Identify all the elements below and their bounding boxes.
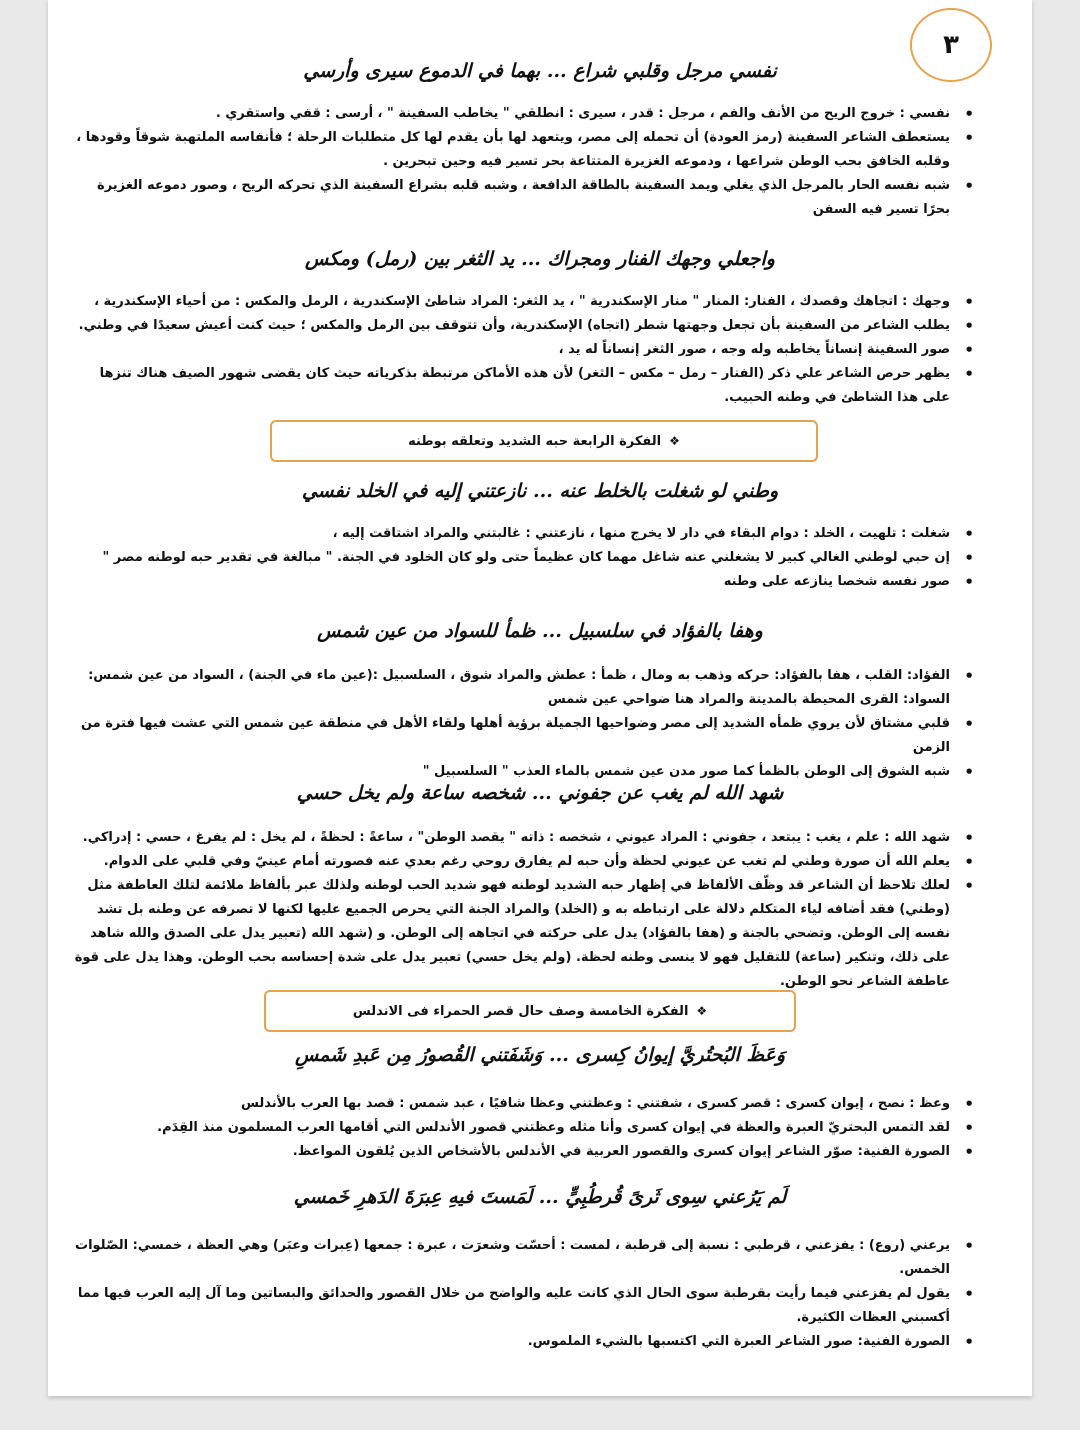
bullet-list-2 bbox=[70, 290, 950, 410]
verse-1: نفسي مرجل وقلبي شراع ... بهما في الدموع سيرى وأرسي bbox=[303, 60, 777, 82]
verse-6: وَعَظَ البُحتُريَّ إيوانُ كِسرى ... وَشَفَتني القُصورُ مِن عَبدِ شَمسِ bbox=[294, 1044, 785, 1066]
verse-7: لَم يَرُعني سِوى ثَرىً قُرطُبِيٍّ ... لَمَستَ فيهِ عِبرَةَ الدَهرِ خَمسي bbox=[293, 1186, 787, 1208]
idea-label: الفكرة الرابعة حبه الشديد وتعلقه بوطنه bbox=[408, 433, 662, 449]
list-item: • نفسي : خروج الريح من الأنف والفم ، مرجل : قدر ، سيرى : انطلقي " يخاطب السفينة " ، أرسى : قفي واستقري . bbox=[70, 102, 950, 126]
list-item: • الصورة الفنية: صوّر الشاعر إيوان كسرى والقصور العربية في الأندلس بالأشخاص الذين يُلقون المواعظ. bbox=[70, 1140, 950, 1164]
list-item: • شهد الله : علم ، يغب : يبتعد ، جفوني : المراد عيوني ، شخصه : ذاته " يقصد الوطن" ، ساعةً : لحظةً ، لم يخل : لم يفرغ ، حسي : إدراكي. bbox=[70, 826, 950, 850]
idea-box-4 bbox=[270, 420, 818, 462]
list-item: • الفؤاد: القلب ، هفا بالفؤاد: حركه وذهب به ومال ، ظمأ : عطش والمراد شوق ، السلسبيل :(عين ماء في الجنة) ، السواد من عين شمس: السواد: القرى المحيطة بالمدينة والمراد هنا ضواحي عين شمس bbox=[70, 664, 950, 712]
verse-3: وطني لو شغلت بالخلط عنه ... نازعتني إليه في الخلد نفسي bbox=[301, 480, 779, 502]
bullet-list-3 bbox=[70, 522, 950, 594]
list-item: • يرعني (روع) : يفزعني ، قرطبي : نسبة إلى قرطبة ، لمست : أحسّت وشعرَت ، عبرة : جمعها (عِبرات وعبَر) وهي العظة ، خمسي: الصّلوات الخمس. bbox=[70, 1234, 950, 1282]
list-item: • يعلم الله أن صورة وطني لم تغب عن عيوني لحظة وأن حبه لم يفارق روحي رغم بعدي عنه فصورته أمام عينيّ وفي قلبي على الدوام. bbox=[70, 850, 950, 874]
diamond-bullet-icon: ❖ bbox=[696, 1004, 708, 1018]
list-item: • يستعطف الشاعر السفينة (رمز العودة) أن تحمله إلى مصر، ويتعهد لها بأن يقدم لها كل متطلبات الرحلة ؛ فأنفاسه الملتهبة شوقاً وقودها ، وقلبه الخافق بحب الوطن شراعها ، ودموعه الغزيرة المتتاعة بحر تسير فيه وحين تبحرين . bbox=[70, 126, 950, 174]
bullet-list-6 bbox=[70, 1092, 950, 1164]
diamond-bullet-icon: ❖ bbox=[669, 434, 680, 448]
verse-2: واجعلي وجهك الفنار ومجراك ... يد الثغر بين (رمل) ومكس bbox=[305, 248, 775, 270]
list-item: • يطلب الشاعر من السفينة بأن تجعل وجهتها شطر (اتجاه) الإسكندرية، وأن تتوقف بين الرمل والمكس ؛ حيث كنت أعيش سعيدًا في وطني. bbox=[70, 314, 950, 338]
list-item: • لعلك تلاحظ أن الشاعر قد وظّف الألفاظ في إظهار حبه الشديد لوطنه فهو شديد الحب لوطنه ولذلك عبر بألفاظ ملائمة لتلك العاطفة مثل (وطني) فقد أضافه لياء المتكلم دلالة على ارتباطه به و (الخلد) والمراد الجنة التي يحرص الجميع عليها لكنها لا تصرفه عن وطنه بل تشد نفسه إلى الوطن. وتضحي بالجنة و (هفا بالفؤاد) يدل على حركته في اتجاهه إلى الوطن. و (شهد الله (تعبير يدل على الصدق والله شاهد على ذلك، وتنكير (ساعة) للتقليل فهو لا ينسى وطنه لحظة. (ولم يخل حسي) تعبير يدل على شدة إحساسه بحب الوطن. وهذا يدل على قوة عاطفة الشاعر نحو الوطن. bbox=[70, 874, 950, 994]
list-item: • وعظ : نصح ، إيوان كسرى : قصر كسرى ، شفتني : وعظتني وعظا شافيًا ، عبد شمس : قصد بها العرب بالأندلس bbox=[70, 1092, 950, 1116]
list-item: • شغلت : تلهيت ، الخلد : دوام البقاء في دار لا يخرج منها ، نازعتني : غالبتني والمراد اشتاقت إليه ، bbox=[70, 522, 950, 546]
list-item: • الصورة الفنية: صور الشاعر العبرة التي اكتسبها بالشيء الملموس. bbox=[70, 1330, 950, 1354]
idea-label: الفكرة الخامسة وصف حال قصر الحمراء فى الاندلس bbox=[352, 1003, 689, 1019]
bullet-list-7 bbox=[70, 1234, 950, 1354]
list-item: • صور السفينة إنساناً يخاطبه وله وجه ، صور الثغر إنساناً له يد ، bbox=[70, 338, 950, 362]
bullet-list-1 bbox=[70, 102, 950, 222]
page-number: ٣ bbox=[943, 30, 959, 60]
bullet-list-4 bbox=[70, 664, 950, 784]
list-item: • شبه الشوق إلى الوطن بالظمأ كما صور مدن عين شمس بالماء العذب " السلسبيل " bbox=[70, 760, 950, 784]
verse-5: شهد الله لم يغب عن جفوني ... شخصه ساعة ولم يخل حسي bbox=[296, 782, 784, 804]
list-item: • يقول لم يفزعني فيما رأيت بقرطبة سوى الحال الذي كانت عليه والواضح من خلال القصور والحدائق والبساتين وما آل إليه العرب فيها مما أكسبني العظات الكثيرة. bbox=[70, 1282, 950, 1330]
list-item: • لقد التمس البحتريّ العبرة والعظة في إيوان كسرى وأنا مثله وعظتني قصور الأندلس التي أقامها العرب المسلمون منذ القِدَم. bbox=[70, 1116, 950, 1140]
bullet-list-5 bbox=[70, 826, 950, 994]
list-item: • صور نفسه شخصا ينازعه على وطنه bbox=[70, 570, 950, 594]
list-item: • وجهك : اتجاهك وقصدك ، الفنار: المنار " منار الإسكندرية " ، يد الثغر: المراد شاطئ الإسكندرية ، الرمل والمكس : من أحياء الإسكندرية ، bbox=[70, 290, 950, 314]
list-item: • يظهر حرص الشاعر علي ذكر (الفنار – رمل – مكس – الثغر) لأن هذه الأماكن مرتبطة بذكرياته حيث كان يقضى شهور الصيف هناك تنزها على هذا الشاطئ في وطنه الحبيب. bbox=[70, 362, 950, 410]
list-item: • شبه نفسه الحار بالمرجل الذي يغلي ويمد السفينة بالطاقة الدافعة ، وشبه قلبه بشراع السفينة الذي تحركه الريح ، وصور دموعه الغزيرة بحرًا تسير فيه السفن bbox=[70, 174, 950, 222]
list-item: • إن حبي لوطني الغالي كبير لا يشغلني عنه شاغل مهما كان عظيماً حتى ولو كان الخلود في الجنة. " مبالغة في تقدير حبه لوطنه مصر " bbox=[70, 546, 950, 570]
list-item: • قلبي مشتاق لأن يروي ظمأه الشديد إلى مصر وضواحيها الجميلة برؤية أهلها ولقاء الأهل في منطقة عين شمس التي عشت فيها فترة من الزمن bbox=[70, 712, 950, 760]
idea-box-5 bbox=[264, 990, 796, 1032]
verse-4: وهفا بالفؤاد في سلسبيل ... ظمأ للسواد من عين شمس bbox=[317, 620, 763, 642]
document-page bbox=[48, 0, 1032, 1396]
